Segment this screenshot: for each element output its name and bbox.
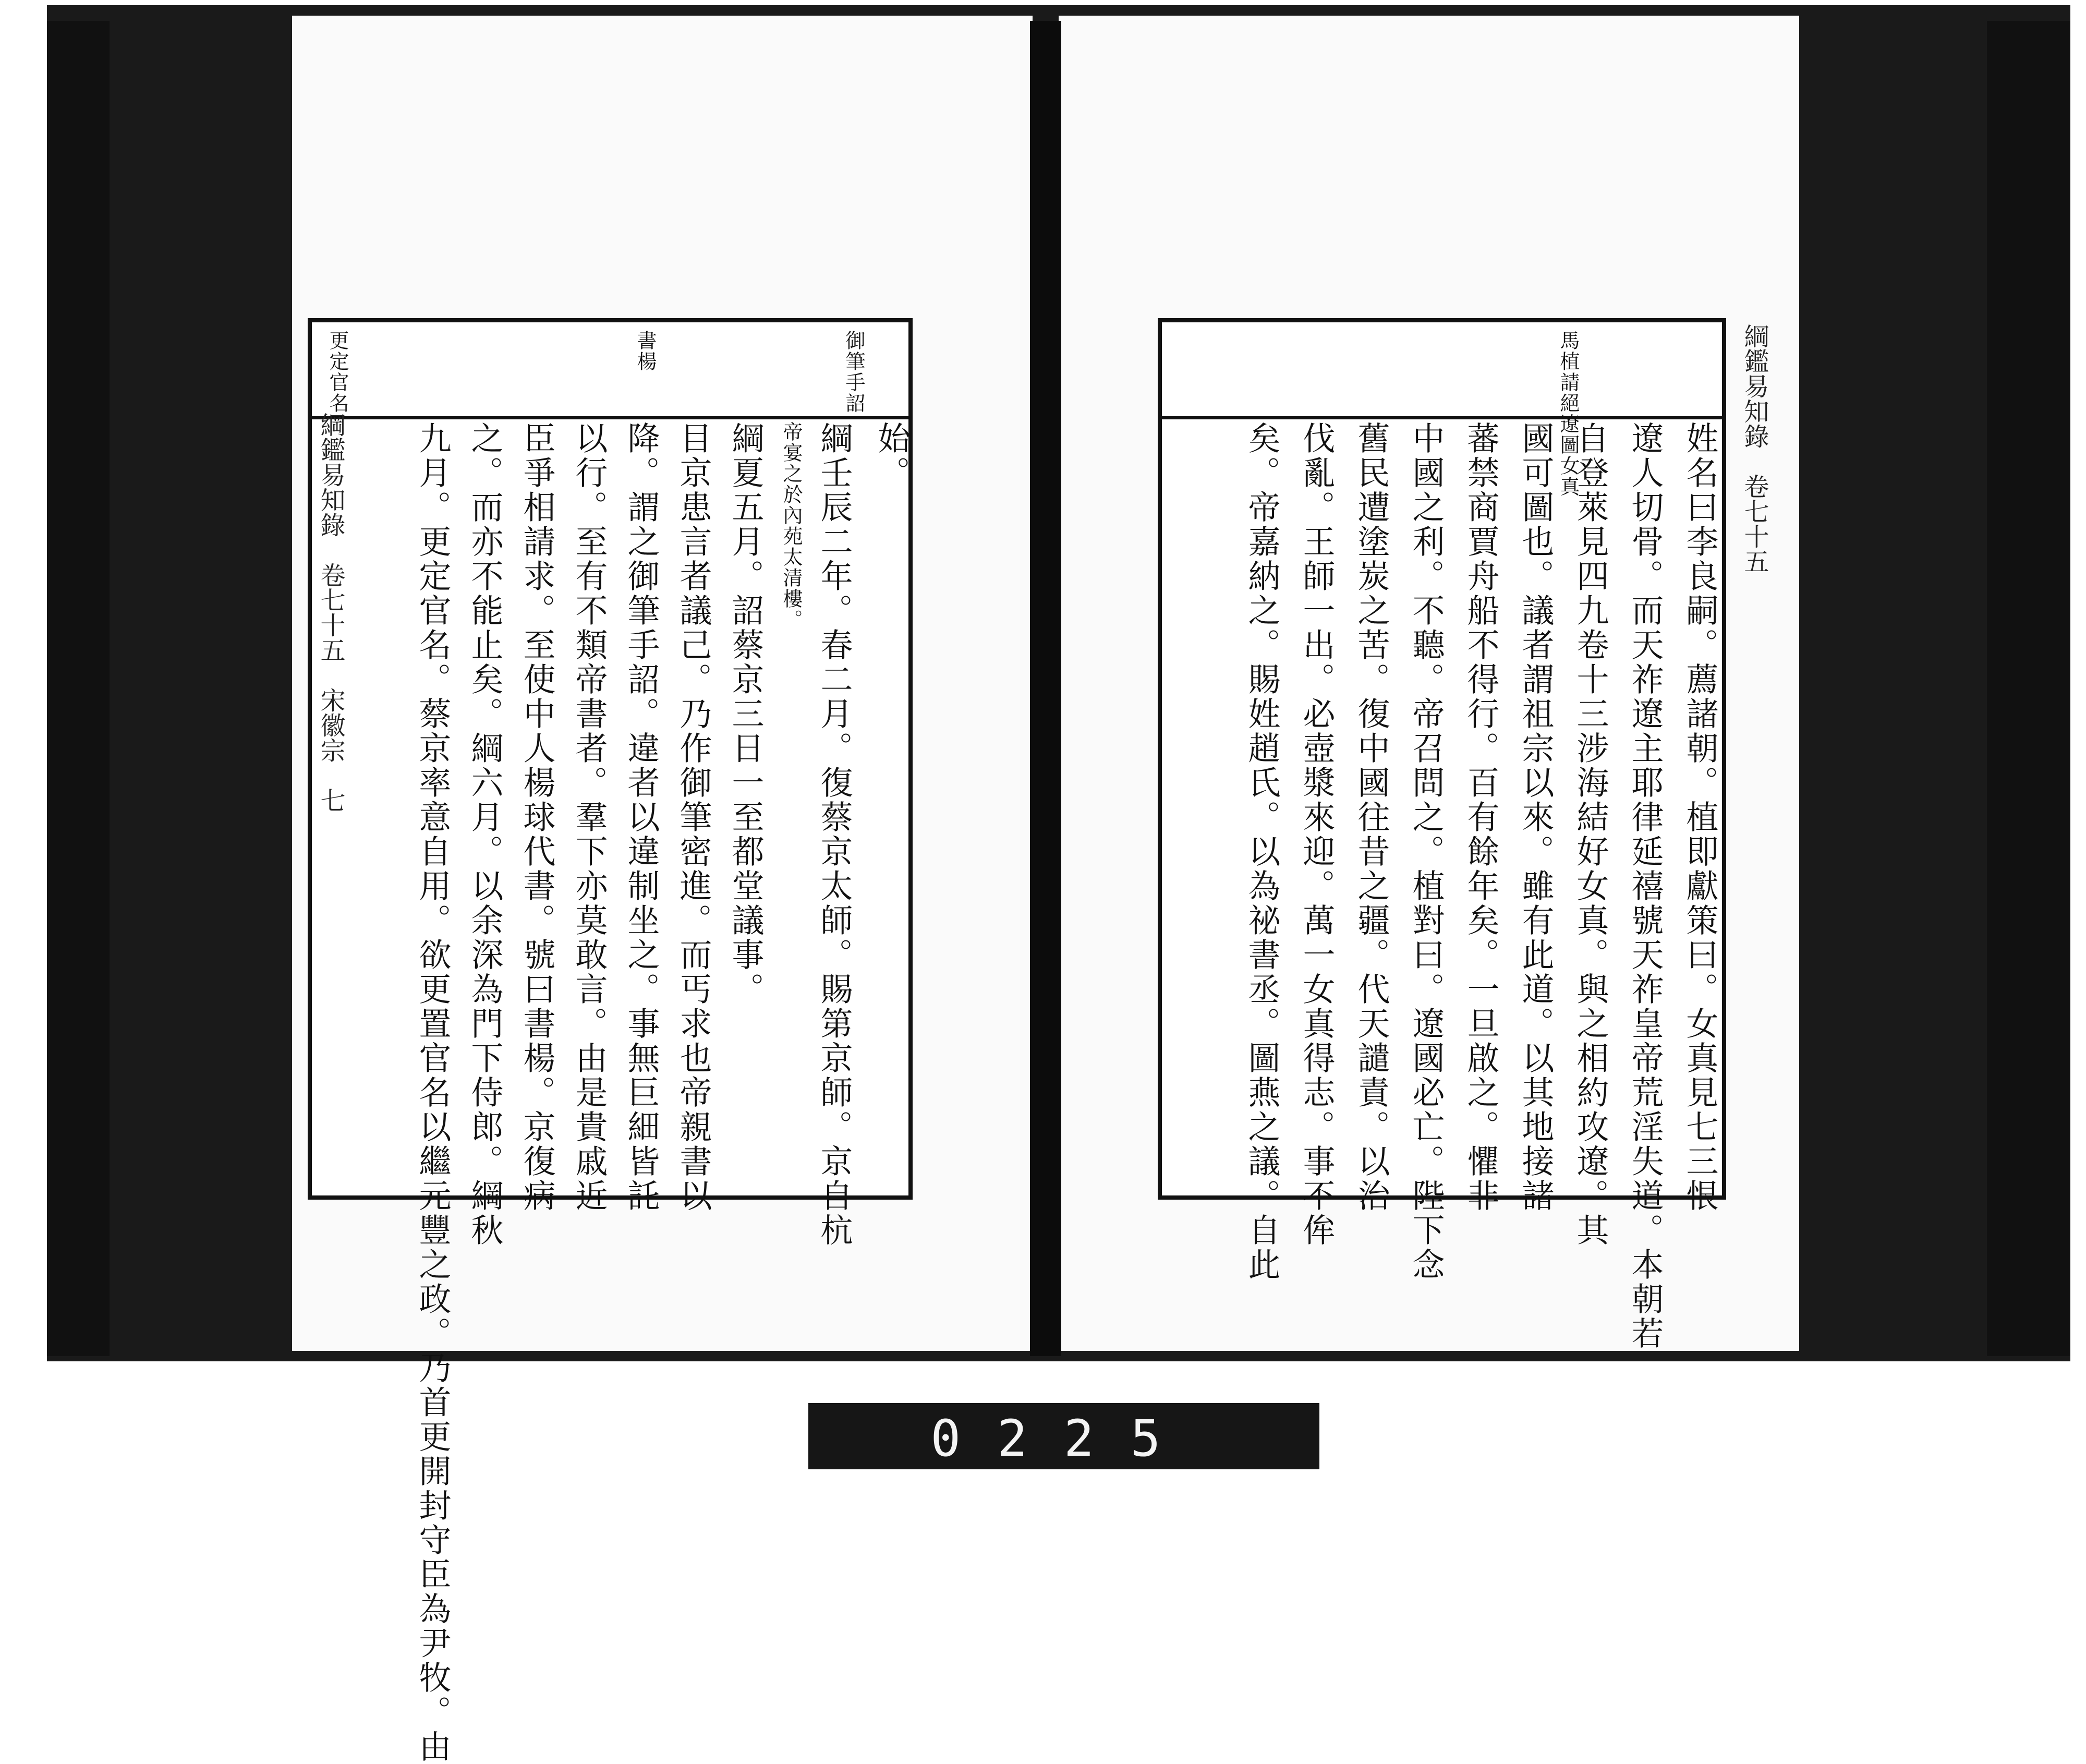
left-text-frame bbox=[308, 318, 913, 1764]
header-note: 馬植請絕遼圖女真 bbox=[1557, 330, 1580, 497]
text-column: 綱夏五月。詔蔡京三日一至都堂議事。 bbox=[726, 421, 765, 1007]
header-note: 更定官名 bbox=[326, 330, 349, 414]
left-book-edge bbox=[47, 21, 110, 1356]
stamp-number: 0225 bbox=[930, 1409, 1197, 1468]
text-column: 降。謂之御筆手詔。違者以違制坐之。事無巨細皆託 bbox=[622, 421, 660, 1213]
book-spine bbox=[1030, 21, 1061, 1356]
text-column: 目京患言者議己。乃作御筆密進。而丐求也帝親書以 bbox=[674, 421, 712, 1213]
right-book-edge bbox=[1987, 21, 2070, 1356]
text-column: 中國之利。不聽。帝召問之。植對曰。遼國必亡。陛下念 bbox=[1407, 421, 1445, 1282]
text-column: 以行。至有不類帝書者。羣下亦莫敢言。由是貴戚近 bbox=[570, 421, 608, 1213]
annotation-column: 帝宴之於內苑太清樓。 bbox=[780, 421, 803, 630]
text-column: 舊民遭塗炭之苦。復中國往昔之疆。代天譴責。以治 bbox=[1352, 421, 1390, 1213]
text-column: 矣。帝嘉納之。賜姓趙氏。以為祕書丞。圖燕之議。自此 bbox=[1243, 421, 1281, 1282]
text-column: 臣爭相請求。至使中人楊球代書。號曰書楊。京復病 bbox=[518, 421, 556, 1213]
text-column: 九月。更定官名。蔡京率意自用。欲更置官名以繼元豐之政。乃首更開封守臣為尹牧。由 bbox=[414, 421, 452, 1764]
right-header-band bbox=[1162, 322, 1722, 497]
text-column: 之。而亦不能止矣。綱六月。以余深為門下侍郎。綱秋 bbox=[466, 421, 504, 1248]
text-column: 伐亂。王師一出。必壺漿來迎。萬一女真得志。事不侔 bbox=[1297, 421, 1336, 1248]
right-text-frame bbox=[1158, 318, 1726, 1351]
header-note: 書楊 bbox=[634, 330, 657, 372]
text-column: 國可圖也。議者謂祖宗以來。雖有此道。以其地接諸 bbox=[1517, 421, 1555, 1213]
page-number-stamp bbox=[808, 1403, 1319, 1469]
text-column: 自登萊見四九卷十三涉海結好女真。與之相約攻遼。其 bbox=[1571, 421, 1609, 1248]
left-header-band bbox=[312, 322, 908, 419]
text-column: 蕃禁商賈舟船不得行。百有餘年矣。一旦啟之。懼非 bbox=[1462, 421, 1500, 1213]
text-column: 姓名曰李良嗣。薦諸朝。植即獻策曰。女真見七三恨 bbox=[1681, 421, 1719, 1213]
text-column: 綱壬辰二年。春二月。復蔡京太師。賜第京師。京自杭 bbox=[815, 421, 853, 1248]
text-column: 始。 bbox=[872, 421, 911, 490]
header-note: 御筆手詔 bbox=[842, 330, 865, 414]
right-margin-title: 綱鑑易知錄 卷七十五 bbox=[1740, 323, 1769, 574]
left-margin-title: 綱鑑易知錄 卷七十五 宋徽宗 七 bbox=[316, 412, 345, 813]
text-column: 遼人切骨。而天祚遼主耶律延禧號天祚皇帝荒淫失道。本朝若 bbox=[1626, 421, 1664, 1351]
